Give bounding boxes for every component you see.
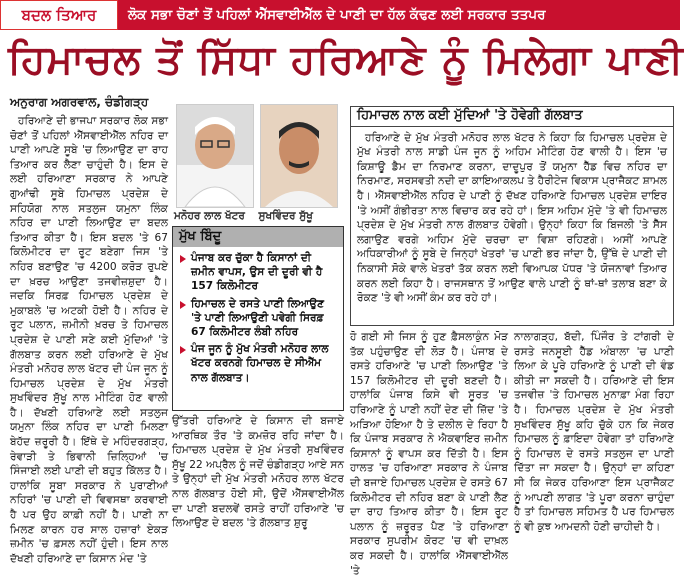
photo-caption [174, 210, 342, 223]
key-point-item: ਪੰਜਾਬ ਕਰ ਚੁੱਕਾ ਹੈ ਕਿਸਾਨਾਂ ਦੀ ਜ਼ਮੀਨ ਵਾਪਸ, ਉਸ ਦੀ ਦੂਰੀ ਵੀ ਹੈ 157 ਕਿਲੋਮੀਟਰ [179, 251, 337, 294]
column-three-text: ਹੋ ਗਈ ਸੀ ਜਿਸ ਨੂੰ ਹੁਣ ਫ਼ੈਸਲਾਕੁੰਨ ਮੋੜ ਤੱਕ ਪਹੁੰਚਾਉਣ ਦੀ ਲੋੜ ਹੈ। ਪੰਜਾਬ ਦੇ ਰਸਤੇ ਹਰਿਆਣੇ 'ਚ ਪਾਣੀ ਲਿਆਉਣ 'ਤੇ 157 ਕਿਲੋਮੀਟਰ ਦੀ ਦੂਰੀ ਬਣਦੀ ਹੈ। ਹਾਲਾਂਕਿ ਪੰਜਾਬ ਕਿਸੇ ਵੀ ਸੂਰਤ 'ਚ ਹਰਿਆਣੇ ਨੂੰ ਪਾਣੀ ਨਹੀਂ ਦੇਣ ਦੀ ਜ਼ਿੱਦ 'ਤੇ ਅੜਿਆ ਹੋਇਆ ਹੈ ਤੇ ਦਲੀਲ ਦੇ ਰਿਹਾ ਹੈ ਕਿ ਪੰਜਾਬ ਸਰਕਾਰ ਨੇ ਐਕਵਾਇਰ ਜ਼ਮੀਨ ਕਿਸਾਨਾਂ ਨੂੰ ਵਾਪਸ ਕਰ ਦਿੱਤੀ ਹੈ। ਇਸ ਹਾਲਤ 'ਚ ਹਰਿਆਣਾ ਸਰਕਾਰ ਨੇ ਪੰਜਾਬ ਦੀ ਬਜਾਏ ਹਿਮਾਚਲ ਪ੍ਰਦੇਸ਼ ਦੇ ਰਸਤੇ 67 ਕਿਲੋਮੀਟਰ ਦੀ ਨਹਿਰ ਬਣਾ ਕੇ ਪਾਣੀ ਲੈਣ ਦਾ ਰਾਹ ਤਿਆਰ ਕੀਤਾ ਹੈ। ਇਸ ਰੂਟ ਪਲਾਨ ਨੂੰ ਜ਼ਰੂਰਤ ਪੈਣ 'ਤੇ ਹਰਿਆਣਾ ਸਰਕਾਰ ਸੁਪਰੀਮ ਕੋਰਟ 'ਚ ਵੀ ਦਾਖ਼ਲ ਕਰ ਸਕਦੀ ਹੈ। ਹਾਲਾਂਕਿ ਐੱਸਵਾਈਐੱਲ 'ਤੇ [350, 331, 508, 577]
middle-column [172, 414, 344, 560]
portrait-image [261, 105, 337, 207]
photo-strip [174, 104, 342, 208]
key-points-title: ਮੁੱਖ ਬਿੰਦੂ [173, 227, 343, 247]
key-point-item: ਪੰਜ ਜੂਨ ਨੂੰ ਮੁੱਖ ਮੰਤਰੀ ਮਨੋਹਰ ਲਾਲ ਖੱਟਰ ਕਰਨਗੇ ਹਿਮਾਚਲ ਦੇ ਸੀਐੱਮ ਨਾਲ ਗੱਲਬਾਤ। [179, 342, 337, 385]
left-column [10, 114, 168, 565]
portrait-image [177, 105, 253, 207]
photo-manohar-lal-khattar [176, 104, 254, 208]
headline: ਹਿਮਾਚਲ ਤੋਂ ਸਿੱਧਾ ਹਰਿਆਣੇ ਨੂੰ ਮਿਲੇਗਾ ਪਾਣੀ [8, 37, 684, 83]
key-points-list [173, 251, 343, 385]
left-column-text: ਹਰਿਆਣੇ ਦੀ ਭਾਜਪਾ ਸਰਕਾਰ ਲੋਕ ਸਭਾ ਚੋਣਾਂ ਤੋਂ ਪਹਿਲਾਂ ਐੱਸਵਾਈਐੱਲ ਨਹਿਰ ਦਾ ਪਾਣੀ ਆਪਣੇ ਸੂਬੇ 'ਚ ਲਿਆਉਣ ਦਾ ਰਾਹ ਤਿਆਰ ਕਰ ਲੈਣਾ ਚਾਹੁੰਦੀ ਹੈ। ਇਸ ਦੇ ਲਈ ਹਰਿਆਣਾ ਸਰਕਾਰ ਨੇ ਆਪਣੇ ਗੁਆਂਢੀ ਸੂਬੇ ਹਿਮਾਚਲ ਪ੍ਰਦੇਸ਼ ਦੇ ਸਹਿਯੋਗ ਨਾਲ ਸਤਲੁਜ ਯਮੁਨਾ ਲਿੰਕ ਨਹਿਰ ਦਾ ਪਾਣੀ ਲਿਆਉਣ ਦਾ ਬਦਲ ਤਿਆਰ ਕੀਤਾ ਹੈ। ਇਸ ਬਦਲ 'ਤੇ 67 ਕਿਲੋਮੀਟਰ ਦਾ ਰੂਟ ਬਣੇਗਾ ਜਿਸ 'ਤੇ ਨਹਿਰ ਬਣਾਉਣ 'ਚ 4200 ਕਰੋੜ ਰੁਪਏ ਦਾ ਖ਼ਰਚ ਆਉਣਾ ਤਜਵੀਜ਼ਸ਼ੁਦਾ ਹੈ। ਜਦਕਿ ਸਿਰਫ਼ ਹਿਮਾਚਲ ਪ੍ਰਦੇਸ਼ ਦੇ ਮੁਕਾਬਲੇ 'ਚ ਅਟਕੀ ਹੋਈ ਹੈ। ਨਹਿਰ ਦੇ ਰੂਟ ਪਲਾਨ, ਜ਼ਮੀਨੀ ਖ਼ਰਚ ਤੇ ਹਿਮਾਚਲ ਪ੍ਰਦੇਸ਼ ਦੇ ਪਾਣੀ ਸਣੇ ਕਈ ਮੁੱਦਿਆਂ 'ਤੇ ਗੱਲਬਾਤ ਕਰਨ ਲਈ ਹਰਿਆਣੇ ਦੇ ਮੁੱਖ ਮੰਤਰੀ ਮਨੋਹਰ ਲਾਲ ਖੱਟਰ ਦੀ ਪੰਜ ਜੂਨ ਨੂੰ ਹਿਮਾਚਲ ਪ੍ਰਦੇਸ਼ ਦੇ ਮੁੱਖ ਮੰਤਰੀ ਸੁਖਵਿੰਦਰ ਸੁੱਖੂ ਨਾਲ ਮੀਟਿੰਗ ਹੋਣ ਵਾਲੀ ਹੈ। ਦੱਖਣੀ ਹਰਿਆਣੇ ਲਈ ਸਤਲੁਜ ਯਮੁਨਾ ਲਿੰਕ ਨਹਿਰ ਦਾ ਪਾਣੀ ਮਿਲਣਾ ਬੇਹੱਦ ਜ਼ਰੂਰੀ ਹੈ। ਇੱਥੇ ਦੇ ਮਹਿੰਦਰਗੜ੍ਹ, ਰੇਵਾੜੀ ਤੇ ਭਿਵਾਨੀ ਜ਼ਿਲ੍ਹਿਆਂ 'ਚ ਸਿੰਜਾਈ ਲਈ ਪਾਣੀ ਦੀ ਬਹੁਤ ਕਿੱਲਤ ਹੈ। ਹਾਲਾਂਕਿ ਸੂਬਾ ਸਰਕਾਰ ਨੇ ਪੁਰਾਣੀਆਂ ਨਹਿਰਾਂ 'ਚ ਪਾਣੀ ਦੀ ਵਿਵਸਥਾ ਕਰਵਾਈ ਹੈ ਪਰ ਉਹ ਕਾਫ਼ੀ ਨਹੀਂ ਹੈ। ਪਾਣੀ ਨਾ ਮਿਲਣ ਕਾਰਨ ਹਰ ਸਾਲ ਹਜ਼ਾਰਾਂ ਏਕੜ ਜ਼ਮੀਨ 'ਚ ਫ਼ਸਲ ਨਹੀਂ ਹੁੰਦੀ। ਇਸ ਨਾਲ ਦੱਖਣੀ ਹਰਿਆਣੇ ਦਾ ਕਿਸਾਨ ਮੰਦ 'ਤੇ [10, 115, 168, 565]
top-strip [0, 0, 680, 30]
byline: ਅਨੁਰਾਗ ਅਗਰਵਾਲ, ਚੰਡੀਗੜ੍ਹ [10, 95, 149, 109]
caption-left: ਮਨੋਹਰ ਲਾਲ ਖੱਟਰ [174, 210, 245, 222]
column-four [514, 330, 674, 560]
column-four-text: ਨਾਲਾਗੜ੍ਹ, ਬੱਦੀ, ਪਿੰਜੌਰ ਤੇ ਟਾਂਗਰੀ ਦੇ ਰਸਤੇ ਜਨਸੂਈ ਹੈੱਡ ਅੰਬਾਲਾ 'ਚ ਪਾਣੀ ਲਿਆ ਕੇ ਪੂਰੇ ਹਰਿਆਣੇ ਨੂੰ ਪਾਣੀ ਦੀ ਵੰਡ ਕੀਤੀ ਜਾ ਸਕਦੀ ਹੈ। ਹਰਿਆਣੇ ਦੀ ਇਸ ਤਜਵੀਜ਼ 'ਤੇ ਹਿਮਾਚਲ ਮੁਨਾਫ਼ਾ ਮੰਗ ਰਿਹਾ ਹੈ। ਹਿਮਾਚਲ ਪ੍ਰਦੇਸ਼ ਦੇ ਮੁੱਖ ਮੰਤਰੀ ਸੁਖਵਿੰਦਰ ਸੁੱਖੂ ਕਹਿ ਚੁੱਕੇ ਹਨ ਕਿ ਜੇਕਰ ਹਿਮਾਚਲ ਨੂੰ ਫ਼ਾਇਦਾ ਹੋਵੇਗਾ ਤਾਂ ਹਰਿਆਣੇ ਨੂੰ ਹਿਮਾਚਲ ਦੇ ਰਸਤੇ ਸਤਲੁਜ ਦਾ ਪਾਣੀ ਦਿੱਤਾ ਜਾ ਸਕਦਾ ਹੈ। ਉਨ੍ਹਾਂ ਦਾ ਕਹਿਣਾ ਸੀ ਕਿ ਜੇਕਰ ਹਰਿਆਣਾ ਇਸ ਪ੍ਰਾਜੈਕਟ ਨੂੰ ਆਪਣੀ ਲਾਗਤ 'ਤੇ ਪੂਰਾ ਕਰਨਾ ਚਾਹੁੰਦਾ ਹੈ ਤਾਂ ਹਿਮਾਚਲ ਸਹਿਮਤ ਹੈ ਪਰ ਹਿਮਾਚਲ ਨੂੰ ਵੀ ਕੁਝ ਆਮਦਨੀ ਹੋਣੀ ਚਾਹੀਦੀ ਹੈ। [514, 331, 674, 533]
caption-right: ਸੁਖਵਿੰਦਰ ਸੁੱਖੂ [258, 210, 313, 222]
right-story-title: ਹਿਮਾਚਲ ਨਾਲ ਕਈ ਮੁੱਦਿਆਂ 'ਤੇ ਹੋਵੇਗੀ ਗੱਲਬਾਤ [351, 107, 673, 127]
right-story-box [350, 106, 674, 326]
kicker-label: ਬਦਲ ਤਿਆਰ [0, 0, 118, 30]
right-story-text: ਹਰਿਆਣੇ ਦੇ ਮੁੱਖ ਮੰਤਰੀ ਮਨੋਹਰ ਲਾਲ ਖੱਟਰ ਨੇ ਕਿਹਾ ਕਿ ਹਿਮਾਚਲ ਪ੍ਰਦੇਸ਼ ਦੇ ਮੁੱਖ ਮੰਤਰੀ ਨਾਲ ਸਾਡੀ ਪੰਜ ਜੂਨ ਨੂੰ ਅਹਿਮ ਮੀਟਿੰਗ ਹੋਣ ਵਾਲੀ ਹੈ। ਇਸ 'ਚ ਕਿਸ਼ਾਊ ਡੈਮ ਦਾ ਨਿਰਮਾਣ ਕਰਨਾ, ਦਾਦੂਪੁਰ ਤੋਂ ਯਮੁਨਾ ਹੈੱਡ ਵਿਚ ਨਹਿਰ ਦਾ ਨਿਰਮਾਣ, ਸਰਸਵਤੀ ਨਦੀ ਦਾ ਕਾਇਆਕਲਪ ਤੇ ਹੈਰੀਟੇਜ ਵਿਕਾਸ ਪ੍ਰਾਜੈਕਟ ਸ਼ਾਮਲ ਹੈ। ਐੱਸਵਾਈਐੱਲ ਨਹਿਰ ਦੇ ਪਾਣੀ ਨੂੰ ਦੱਖਣ ਹਰਿਆਣੇ ਹਿਮਾਚਲ ਪ੍ਰਦੇਸ਼ ਦਾਇਰ 'ਤੇ ਅਸੀਂ ਗੰਭੀਰਤਾ ਨਾਲ ਵਿਚਾਰ ਕਰ ਰਹੇ ਹਾਂ। ਇਸ ਅਹਿਮ ਮੁੱਦੇ 'ਤੇ ਵੀ ਹਿਮਾਚਲ ਪ੍ਰਦੇਸ਼ ਦੇ ਮੁੱਖ ਮੰਤਰੀ ਨਾਲ ਗੱਲਬਾਤ ਹੋਵੇਗੀ। ਉਨ੍ਹਾਂ ਕਿਹਾ ਕਿ ਬਿਜਲੀ 'ਤੇ ਸੈੱਸ ਲਗਾਉਣ ਵਰਗੇ ਅਹਿਮ ਮੁੱਦੇ ਚਰਚਾ ਦਾ ਵਿਸ਼ਾ ਰਹਿਣਗੇ। ਅਸੀਂ ਆਪਣੇ ਅਧਿਕਾਰੀਆਂ ਨੂੰ ਸੂਬੇ ਦੇ ਜਿਨ੍ਹਾਂ ਖੇਤਰਾਂ 'ਚ ਪਾਣੀ ਭਰ ਜਾਂਦਾ ਹੈ, ਉੱਥੇ ਦੇ ਪਾਣੀ ਦੀ ਨਿਕਾਸੀ ਸੋਕੇ ਵਾਲੇ ਖੇਤਰਾਂ ਤੱਕ ਕਰਨ ਲਈ ਵਿਆਪਕ ਪੱਧਰ 'ਤੇ ਯੋਜਨਾਵਾਂ ਤਿਆਰ ਕਰਨ ਲਈ ਕਿਹਾ ਹੈ। ਰਾਜਸਥਾਨ ਤੋਂ ਆਉਣ ਵਾਲੇ ਪਾਣੀ ਨੂੰ ਥਾਂ-ਥਾਂ ਤਲਾਬ ਬਣਾ ਕੇ ਰੋਕਣ 'ਤੇ ਵੀ ਅਸੀਂ ਕੰਮ ਕਰ ਰਹੇ ਹਾਂ। [357, 131, 667, 305]
key-points-box [172, 226, 344, 411]
strapline: ਲੋਕ ਸਭਾ ਚੋਣਾਂ ਤੋਂ ਪਹਿਲਾਂ ਐੱਸਵਾਈਐੱਲ ਦੇ ਪਾਣੀ ਦਾ ਹੱਲ ਕੱਢਣ ਲਈ ਸਰਕਾਰ ਤਤਪਰ [118, 0, 680, 30]
photo-sukhvinder-sukhu [260, 104, 338, 208]
middle-column-text: ਉੱਤਰੀ ਹਰਿਆਣੇ ਦੇ ਕਿਸਾਨ ਦੀ ਬਜਾਏ ਆਰਥਿਕ ਤੌਰ 'ਤੇ ਕਮਜ਼ੋਰ ਰਹਿ ਜਾਂਦਾ ਹੈ। ਹਿਮਾਚਲ ਪ੍ਰਦੇਸ਼ ਦੇ ਮੁੱਖ ਮੰਤਰੀ ਸੁਖਵਿੰਦਰ ਸੁੱਖੂ 22 ਅਪ੍ਰੈਲ ਨੂੰ ਜਦੋਂ ਚੰਡੀਗੜ੍ਹ ਆਏ ਸਨ ਤੇ ਉਨ੍ਹਾਂ ਦੀ ਮੁੱਖ ਮੰਤਰੀ ਮਨੋਹਰ ਲਾਲ ਖੱਟਰ ਨਾਲ ਗੱਲਬਾਤ ਹੋਈ ਸੀ, ਉਦੋਂ ਐੱਸਵਾਈਐੱਲ ਦਾ ਪਾਣੀ ਬਦਲਵੇਂ ਰਸਤੇ ਰਾਹੀਂ ਹਰਿਆਣੇ 'ਚ ਲਿਆਉਣ ਦੇ ਬਦਲ 'ਤੇ ਗੱਲਬਾਤ ਸ਼ੁਰੂ [172, 415, 344, 530]
key-point-item: ਹਿਮਾਚਲ ਦੇ ਰਸਤੇ ਪਾਣੀ ਲਿਆਉਣ 'ਤੇ ਪਾਣੀ ਲਿਆਉਣੀ ਪਵੇਗੀ ਸਿਰਫ਼ 67 ਕਿਲੋਮੀਟਰ ਲੰਬੀ ਨਹਿਰ [179, 297, 337, 340]
column-three [350, 330, 508, 577]
